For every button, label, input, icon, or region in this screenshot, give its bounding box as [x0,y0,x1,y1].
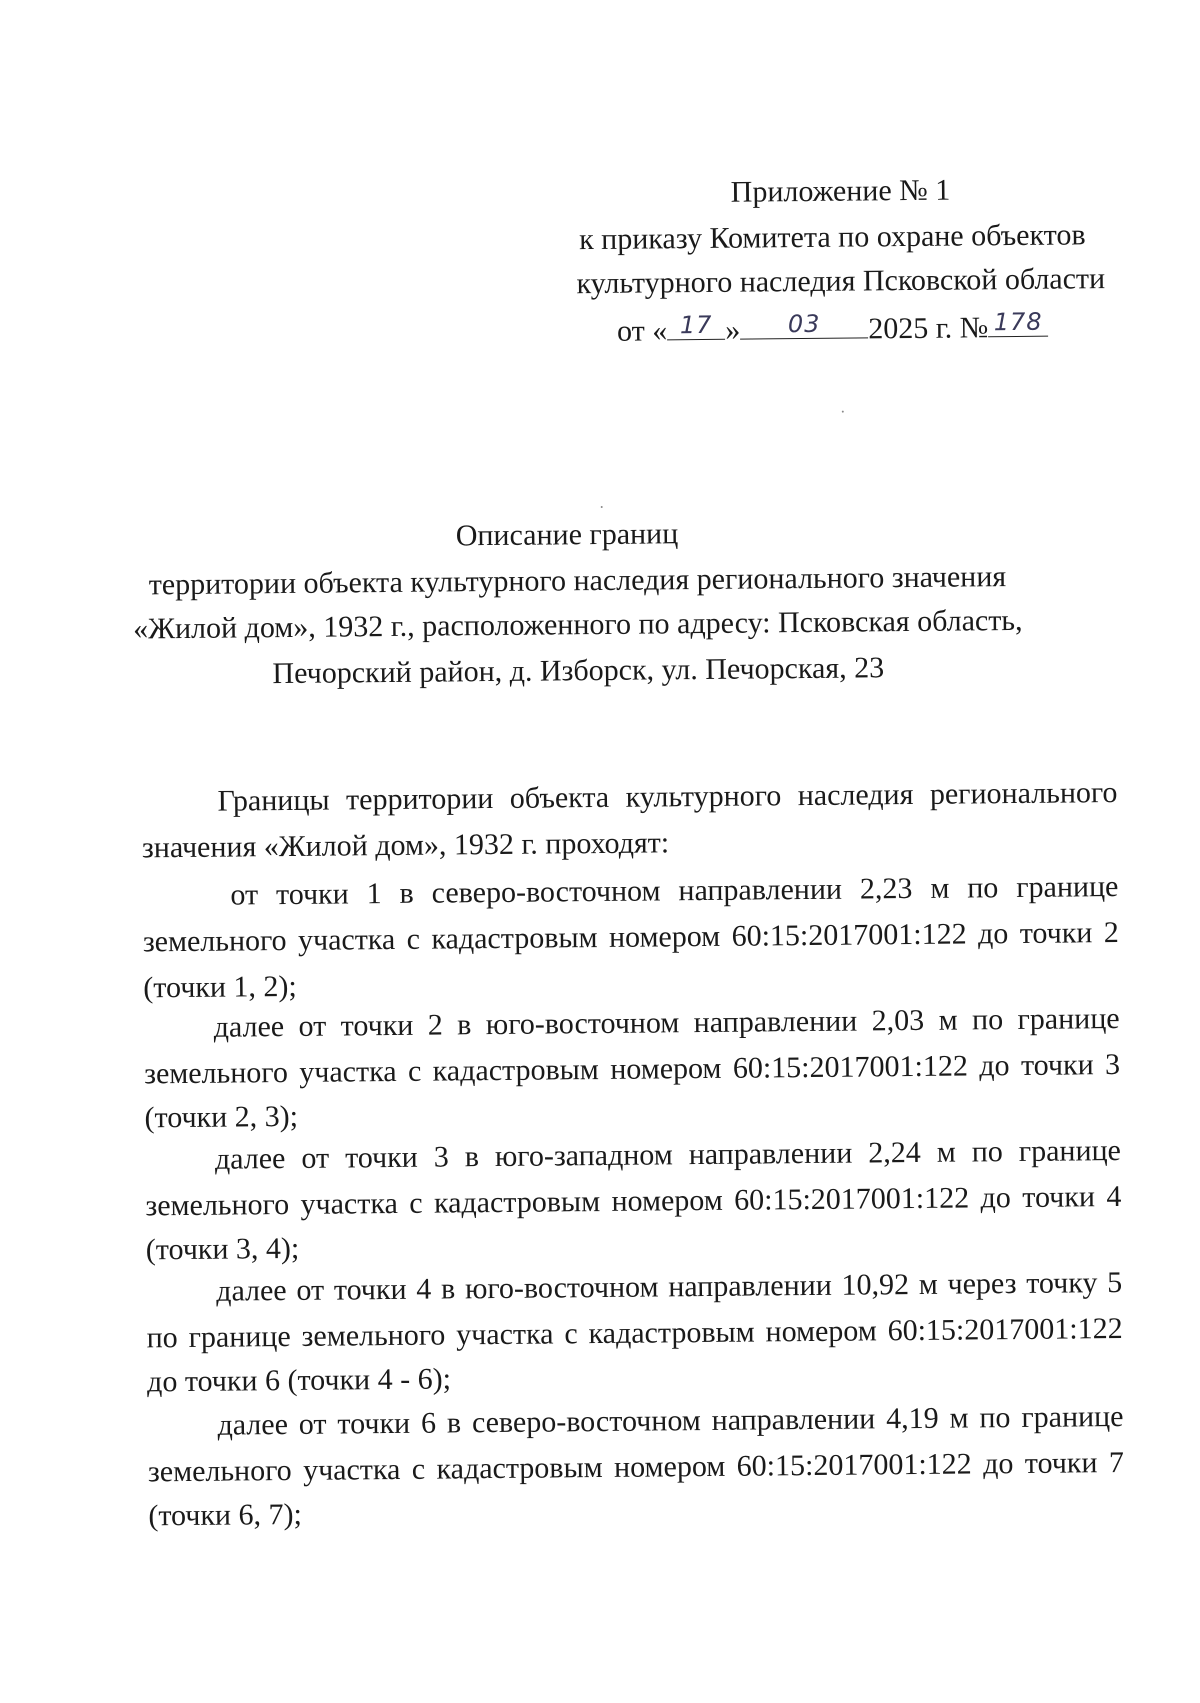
body-line: далее от точки 4 в юго-восточном направлении 10,92 м через точку 5 [216,1266,1123,1308]
document-title: Описание границ [455,517,679,553]
scan-speck [842,411,844,413]
appendix-date-line [617,306,1049,350]
body-line: Границы территории объекта культурного наследия регионального [217,776,1118,818]
body-line: по границе земельного участка с кадастровым номером 60:15:2017001:122 [146,1312,1123,1355]
body-line: (точки 3, 4); [145,1231,300,1267]
date-prefix: от « [616,314,668,348]
body-line: земельного участка с кадастровым номером 60:15:2017001:122 до точки 7 [147,1446,1125,1489]
body-line: до точки 6 (точки 4 - 6); [146,1362,452,1399]
body-line: (точки 2, 3); [144,1099,299,1135]
title-line-2: территории объекта культурного наследия регионального значения [148,560,1007,602]
date-mid: » [725,313,741,347]
title-line-4: Печорский район, д. Изборск, ул. Печорская, 23 [272,651,885,691]
body-line: земельного участка с кадастровым номером 60:15:2017001:122 до точки 3 [143,1048,1121,1091]
handwritten-month: 03 [787,309,821,339]
body-line: значения «Жилой дом», 1932 г. проходят: [141,826,670,865]
body-line: от точки 1 в северо-восточном направлении 2,23 м по границе [230,870,1119,912]
appendix-order-line: к приказу Комитета по охране объектов [578,218,1086,257]
body-line: (точки 6, 7); [148,1497,303,1533]
body-line: земельного участка с кадастровым номером 60:15:2017001:122 до точки 4 [145,1180,1122,1223]
appendix-committee-line: культурного наследия Псковской области [576,262,1106,301]
number-field [988,306,1048,338]
body-line: земельного участка с кадастровым номером 60:15:2017001:122 до точки 2 [142,916,1119,959]
body-line: далее от точки 6 в северо-восточном направлении 4,19 м по границе [217,1400,1124,1442]
month-field [740,307,868,339]
body-line: (точки 1, 2); [143,969,297,1005]
title-line-3: «Жилой дом», 1932 г., расположенного по адресу: Псковская область, [132,603,1023,646]
body-line: далее от точки 3 в юго-западном направлении 2,24 м по границе [214,1134,1122,1176]
handwritten-day: 17 [679,310,713,340]
body-line: далее от точки 2 в юго-восточном направлении 2,03 м по границе [213,1002,1120,1044]
scan-speck [601,506,603,508]
handwritten-number: 178 [993,307,1043,337]
appendix-title: Приложение № 1 [730,173,951,209]
day-field [667,309,725,341]
date-year: 2025 г. № [868,311,989,346]
